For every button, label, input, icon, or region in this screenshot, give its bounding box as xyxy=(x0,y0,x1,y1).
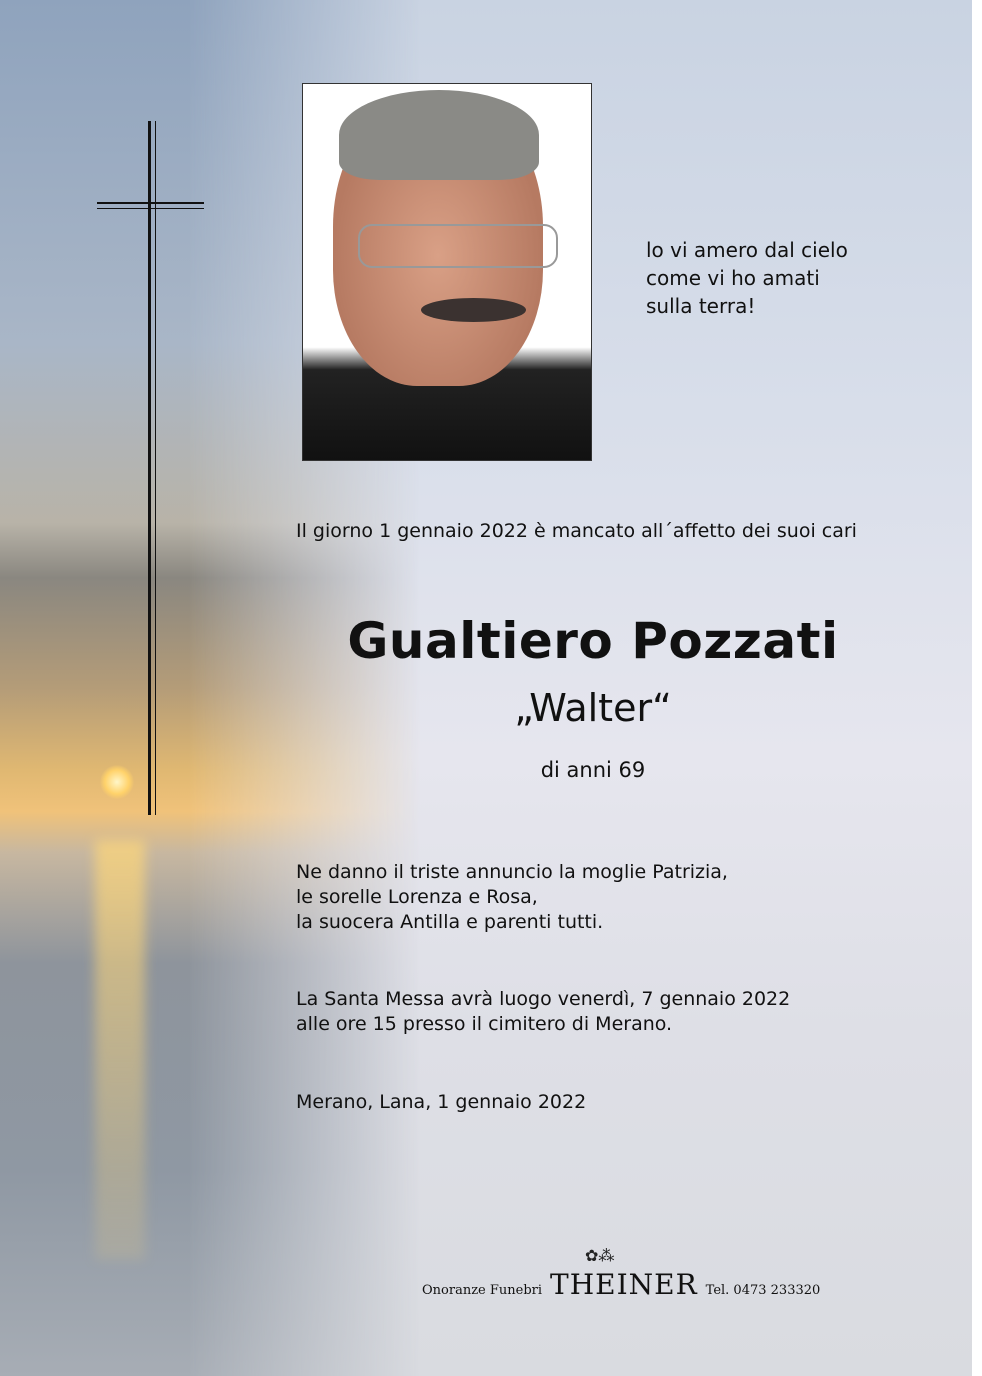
mass-text xyxy=(296,987,790,1037)
text-line: Ne danno il triste annuncio la moglie Patrizia, xyxy=(296,861,728,883)
deceased-name: Gualtiero Pozzati xyxy=(347,612,839,670)
tree-logo-icon: ✿⁂ xyxy=(585,1246,615,1265)
text-line: le sorelle Lorenza e Rosa, xyxy=(296,886,538,908)
text-line: la suocera Antilla e parenti tutti. xyxy=(296,911,604,933)
text-line: La Santa Messa avrà luogo venerdì, 7 gennaio 2022 xyxy=(296,988,791,1010)
footer-prefix: Onoranze Funebri xyxy=(422,1283,543,1298)
nickname: „Walter“ xyxy=(514,686,672,730)
intro-text: Il giorno 1 gennaio 2022 è mancato all´affetto dei suoi cari xyxy=(296,520,857,542)
quote-line: come vi ho amati xyxy=(646,266,820,290)
footer-phone: Tel. 0473 233320 xyxy=(705,1283,821,1298)
text-line: alle ore 15 presso il cimitero di Merano. xyxy=(296,1013,673,1035)
mourners-text xyxy=(296,860,728,935)
age: di anni 69 xyxy=(540,758,646,782)
quote-line: sulla terra! xyxy=(646,294,756,318)
funeral-home-logo: THEINER xyxy=(550,1268,698,1301)
sun-reflection xyxy=(95,840,145,1260)
quote-line: lo vi amero dal cielo xyxy=(646,238,848,262)
place-date: Merano, Lana, 1 gennaio 2022 xyxy=(296,1091,587,1113)
funeral-home-footer xyxy=(422,1246,821,1301)
quote xyxy=(646,236,848,320)
portrait-photo xyxy=(302,83,592,461)
